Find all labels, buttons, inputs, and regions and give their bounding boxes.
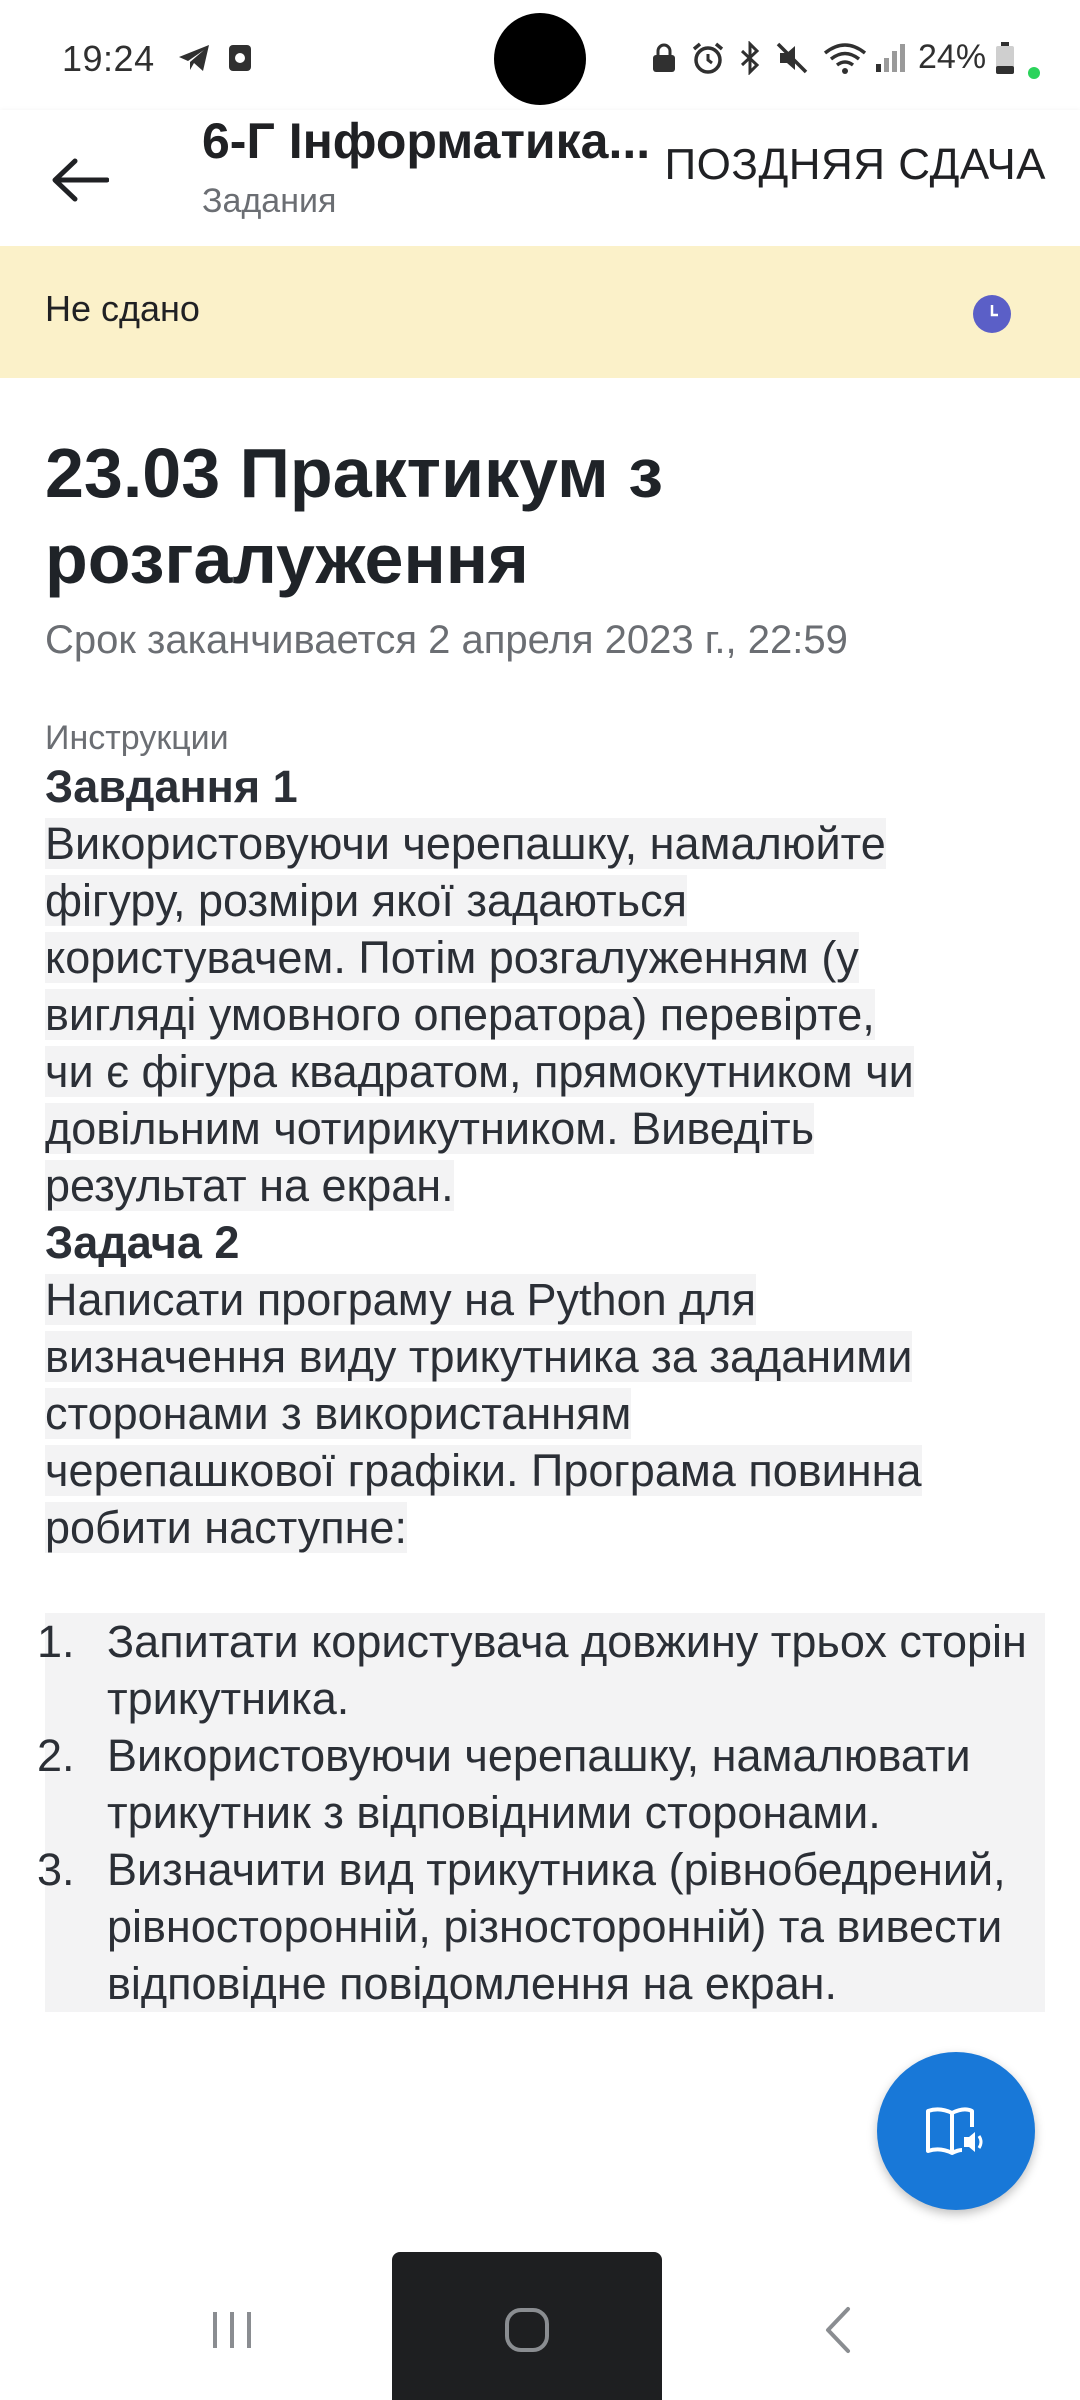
task2-text: Написати програму на Python для визначення виду трикутника за заданими сторонами з використанням черепашкової графіки. Програма повинна робити наступне: [45,1274,922,1553]
due-date: Срок заканчивается 2 апреля 2023 г., 22:59 [45,618,848,662]
instructions-label: Инструкции [45,719,229,757]
class-title: 6-Г Інформатика... [202,113,651,169]
telegram-icon [176,40,212,76]
submission-status-banner [0,246,1080,378]
battery-percent: 24% [918,38,987,76]
section-subtitle: Задания [202,182,337,220]
clock-icon [973,295,1011,333]
status-bar [0,0,1080,120]
task2-steps [37,1613,1045,2012]
submission-status-text: Не сдано [45,288,200,329]
signal-icon [872,40,908,76]
assignment-title: 23.03 Практикум з розгалуження [45,434,664,598]
camera-dot [494,13,586,105]
notification-icon [226,40,254,76]
back-nav-button[interactable] [798,2290,878,2370]
chevron-left-icon [818,2305,858,2355]
back-button[interactable] [40,140,120,220]
recent-apps-icon [207,2308,257,2352]
privacy-indicator [1028,67,1040,79]
list-item: 3. Визначити вид трикутника (рівнобедрений, рівносторонній, різносторонній) та вивести відповідне повідомлення на екран. [37,1844,1006,2009]
recent-apps-button[interactable] [192,2290,272,2370]
home-icon [502,2305,552,2355]
lock-icon [650,40,678,76]
battery-icon [994,40,1016,76]
list-item: 2. Використовуючи черепашку, намалювати трикутник з відповідними сторонами. [37,1730,971,1838]
late-submit-button[interactable]: ПОЗДНЯЯ СДАЧА [664,140,1046,189]
arrow-left-icon [51,157,109,203]
list-item: 1. Запитати користувача довжину трьох сторін трикутника. [37,1616,1027,1724]
mute-icon [774,40,810,76]
task2-heading: Задача 2 [45,1217,240,1268]
task1-heading: Завдання 1 [45,761,298,812]
immersive-reader-icon [924,2103,988,2159]
app-bar [0,110,1080,246]
status-time: 19:24 [62,38,155,79]
task1-text: Використовуючи черепашку, намалюйте фігуру, розміри якої задаються користувачем. Потім розгалуженням (у вигляді умовного оператора) перевірте, чи є фігура квадратом, прямокутником чи довільним чотирикутником. Виведіть результат на екран. [45,818,914,1211]
assignment-content [37,430,1045,2012]
home-button[interactable] [487,2290,567,2370]
immersive-reader-button[interactable] [877,2052,1035,2210]
alarm-icon [690,40,726,76]
wifi-icon [822,40,868,76]
bluetooth-icon [736,40,764,76]
